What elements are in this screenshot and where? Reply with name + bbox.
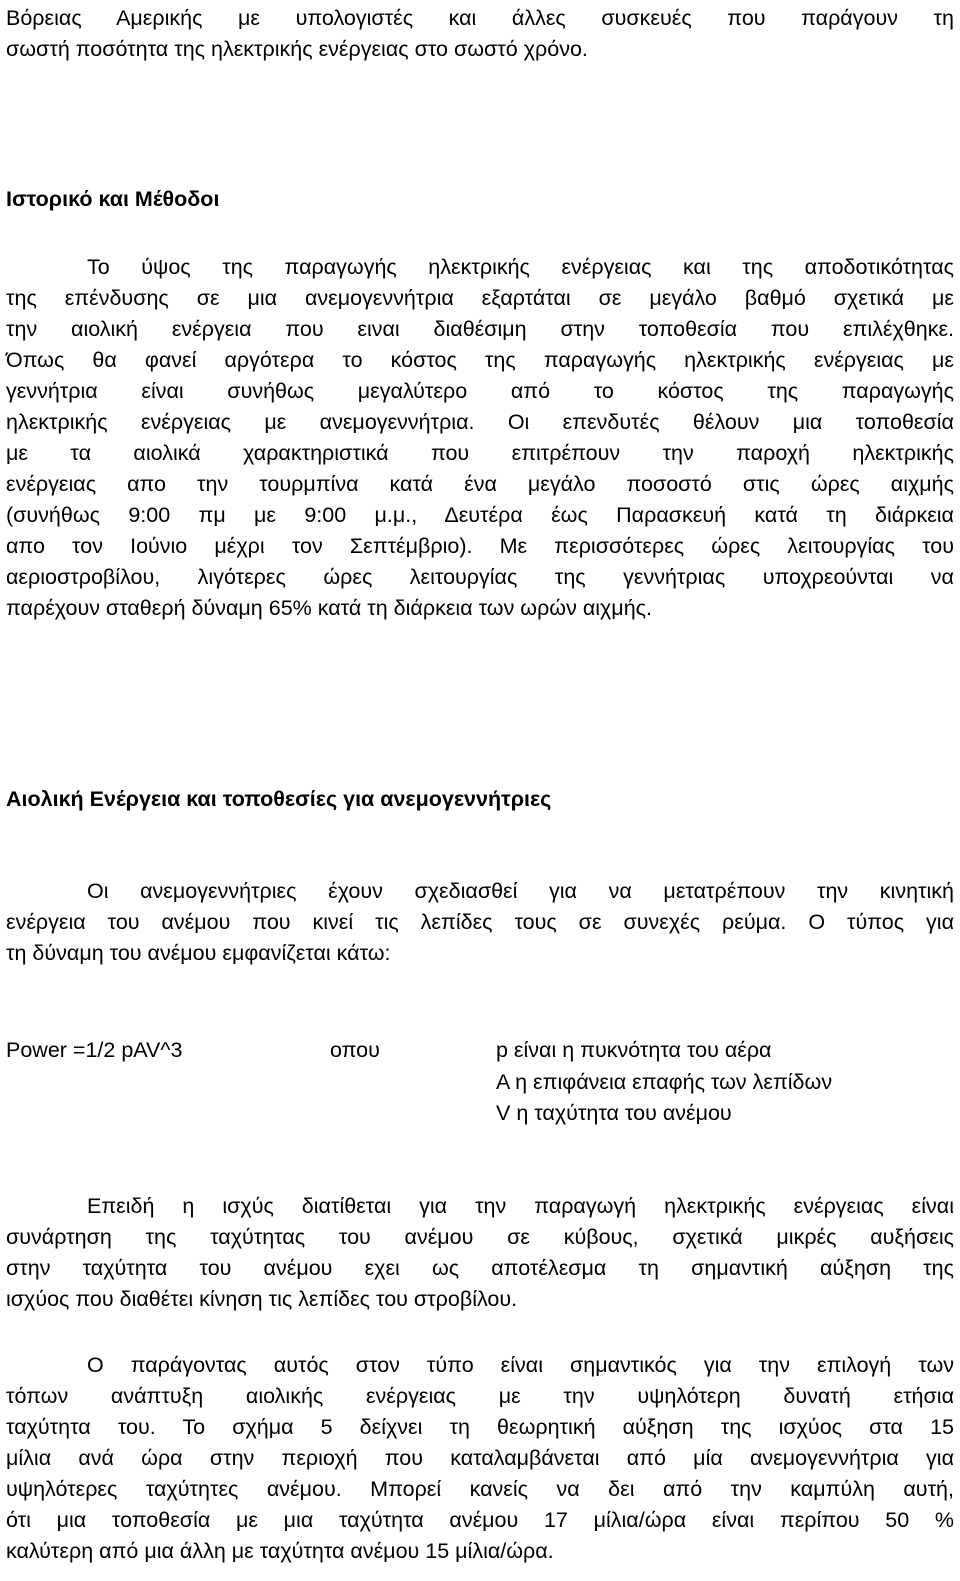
formula-expression: Power =1/2 pAV^3 xyxy=(6,1038,183,1062)
section-history-paragraph xyxy=(6,252,954,624)
formula-where-label: οπου xyxy=(330,1038,380,1062)
formula-definition-area: A η επιφάνεια επαφής των λεπίδων xyxy=(496,1070,833,1094)
text-line: της επένδυσης σε μια ανεμογεννήτρια εξαρτάται σε μεγάλο βαθμό σχετικά με xyxy=(6,286,954,310)
text-line: ηλεκτρικής ενέργειας με ανεμογεννήτρια. Οι επενδυτές θέλουν μια τοποθεσία xyxy=(6,410,954,434)
text-line: στην ταχύτητα του ανέμου εχει ως αποτέλεσμα τη σημαντική αύξηση της xyxy=(6,1256,954,1280)
text-line: τη δύναμη του ανέμου εμφανίζεται κάτω: xyxy=(6,941,391,965)
text-line: Το ύψος της παραγωγής ηλεκτρικής ενέργειας και της αποδοτικότητας xyxy=(87,255,954,279)
text-line: ενέργεια του ανέμου που κινεί τις λεπίδες τους σε συνεχές ρεύμα. Ο τύπος για xyxy=(6,910,954,934)
text-line: Επειδή η ισχύς διατίθεται για την παραγωγή ηλεκτρικής ενέργειας είναι xyxy=(87,1194,954,1218)
text-line: απο τον Ιούνιο μέχρι τον Σεπτέμβριο). Με περισσότερες ώρες λειτουργίας του xyxy=(6,534,954,558)
text-line: (συνήθως 9:00 πμ με 9:00 μ.μ., Δευτέρα έως Παρασκευή κατά τη διάρκεια xyxy=(6,503,954,527)
text-line: Ο παράγοντας αυτός στον τύπο είναι σημαντικός για την επιλογή των xyxy=(87,1353,954,1377)
text-line: παρέχουν σταθερή δύναμη 65% κατά τη διάρκεια των ωρών αιχμής. xyxy=(6,596,652,620)
text-line: σωστή ποσότητα της ηλεκτρικής ενέργειας στο σωστό χρόνο. xyxy=(6,37,588,61)
text-line: γεννήτρια είναι συνήθως μεγαλύτερο από το κόστος της παραγωγής xyxy=(6,379,954,403)
text-line: ότι μια τοποθεσία με μια ταχύτητα ανέμου 17 μίλια/ώρα είναι περίπου 50 % xyxy=(6,1508,954,1532)
text-line: Βόρειας Αμερικής με υπολογιστές και άλλες συσκευές που παράγουν τη xyxy=(6,6,954,30)
formula-definition-density: p είναι η πυκνότητα του αέρα xyxy=(496,1038,772,1062)
section-wind-power-paragraph xyxy=(6,1191,954,1315)
section-wind-site-paragraph xyxy=(6,1350,954,1567)
section-heading-wind-energy: Αιολική Ενέργεια και τοποθεσίες για ανεμογεννήτριες xyxy=(6,787,552,811)
text-line: με τα αιολικά χαρακτηριστικά που επιτρέπουν την παροχή ηλεκτρικής xyxy=(6,441,954,465)
section-wind-intro-paragraph xyxy=(6,876,954,969)
formula-definition-velocity: V η ταχύτητα του ανέμου xyxy=(496,1101,732,1125)
text-line: την αιολική ενέργεια που ειναι διαθέσιμη στην τοποθεσία που επιλέχθηκε. xyxy=(6,317,954,341)
text-line: αεριοστροβίλου, λιγότερες ώρες λειτουργίας της γεννήτριας υποχρεούνται να xyxy=(6,565,954,589)
text-line: Οι ανεμογεννήτριες έχουν σχεδιασθεί για να μετατρέπουν την κινητική xyxy=(87,879,954,903)
text-line: συνάρτηση της ταχύτητας του ανέμου σε κύβους, σχετικά μικρές αυξήσεις xyxy=(6,1225,954,1249)
text-line: υψηλότερες ταχύτητες ανέμου. Μπορεί κανείς να δει από την καμπύλη αυτή, xyxy=(6,1477,954,1501)
text-line: ισχύος που διαθέτει κίνηση τις λεπίδες του στροβίλου. xyxy=(6,1287,518,1311)
text-line: ενέργειας απο την τουρμπίνα κατά ένα μεγάλο ποσοστό στις ώρες αιχμής xyxy=(6,472,954,496)
top-paragraph xyxy=(6,3,954,65)
text-line: μίλια ανά ώρα στην περιοχή που καταλαμβάνεται από μία ανεμογεννήτρια για xyxy=(6,1446,954,1470)
text-line: Όπως θα φανεί αργότερα το κόστος της παραγωγής ηλεκτρικής ενέργειας με xyxy=(6,348,954,372)
section-heading-history: Ιστορικό και Μέθοδοι xyxy=(6,187,220,211)
text-line: καλύτερη από μια άλλη με ταχύτητα ανέμου 15 μίλια/ώρα. xyxy=(6,1539,554,1563)
text-line: τόπων ανάπτυξη αιολικής ενέργειας με την υψηλότερη δυνατή ετήσια xyxy=(6,1384,954,1408)
text-line: ταχύτητα του. Το σχήμα 5 δείχνει τη θεωρητική αύξηση της ισχύος στα 15 xyxy=(6,1415,954,1439)
